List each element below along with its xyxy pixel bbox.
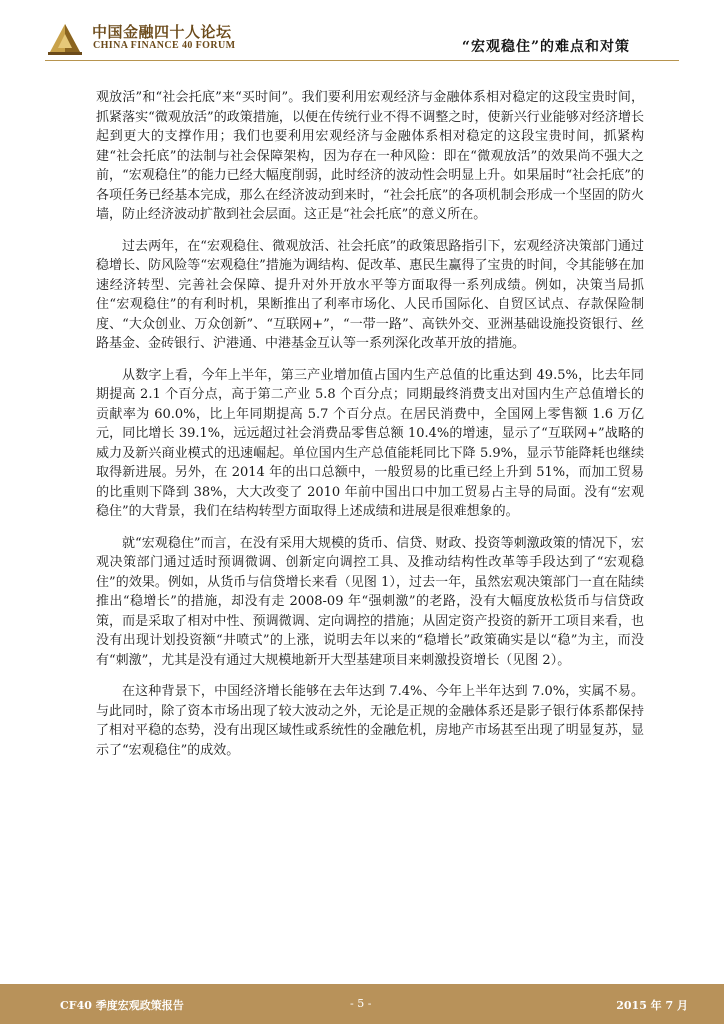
- brand-name-cn: 中国金融四十人论坛: [92, 23, 232, 41]
- paragraph: 从数字上看，今年上半年，第三产业增加值占国内生产总值的比重达到 49.5%，比去年同期提高 2.1 个百分点，高于第二产业 5.8 个百分点；同期最终消费支出对国内生产总值增长的贡献率为 60.0%，比上年同期提高 5.7 个百分点。在居民消费中，全国网上零售额 1.6 万亿元，同比增长 39.1%，远远超过社会消费品零售总额 10.4%的增速，显示了“互联网+”战略的威力及新兴商业模式的迅速崛起。单位国内生产总值能耗同比下降 5.9%，显示节能降耗也继续取得新进展。另外，在 2014 年的出口总额中，一般贸易的比重已经上升到 51%，而加工贸易的比重则下降到 38%，大大改变了 2010 年前中国出口中加工贸易占主导的局面。没有“宏观稳住”的大背景，我们在结构转型方面取得上述成绩和进展是很难想象的。: [96, 367, 644, 519]
- footer-date: 2015 年 7 月: [616, 999, 688, 1012]
- page-footer: [0, 984, 724, 1024]
- paragraph: 在这种背景下，中国经济增长能够在去年达到 7.4%、今年上半年达到 7.0%，实属不易。与此同时，除了资本市场出现了较大波动之外，无论是正规的金融体系还是影子银行体系都保持了相对平稳的态势，没有出现区域性或系统性的金融危机，房地产市场甚至出现了明显复苏，显示了“宏观稳住”的成效。: [96, 684, 644, 758]
- brand-name-en: CHINA FINANCE 40 FORUM: [93, 40, 236, 51]
- document-title: “宏观稳住”的难点和对策: [461, 39, 630, 55]
- paragraph: 就“宏观稳住”而言，在没有采用大规模的货币、信贷、财政、投资等刺激政策的情况下，宏观决策部门通过适时预调微调、创新定向调控工具、及推动结构性改革等手段达到了“宏观稳住”的效果。例如，从货币与信贷增长来看（见图 1），过去一年，虽然宏观决策部门一直在陆续推出“稳增长”的措施，却没有走 2008-09 年“强刺激”的老路，没有大幅度放松货币与信贷政策，而是采取了相对中性、预调微调、定向调控的措施；从固定资产投资的新开工项目来看，也没有出现计划投资额“井喷式”的上涨，说明去年以来的“稳增长”政策确实是以“稳”为主，而没有“刺激”，尤其是没有通过大规模地新开大型基建项目来刺激投资增长（见图 2）。: [96, 535, 644, 668]
- pyramid-logo-icon: [48, 22, 82, 56]
- main-content: [96, 88, 644, 772]
- paragraph: 观放活”和“社会托底”来“买时间”。我们要利用宏观经济与金融体系相对稳定的这段宝贵时间，抓紧落实“微观放活”的政策措施，以便在传统行业不得不调整之时，使新兴行业能够对经济增长起到更大的支撑作用；我们也要利用宏观经济与金融体系相对稳定的这段宝贵时间，抓紧构建“社会托底”的法制与社会保障架构，因为存在一种风险：即在“微观放活”的效果尚不强大之前，“宏观稳住”的能力已经大幅度削弱，此时经济的波动性会明显上升。如果届时“社会托底”的各项任务已经基本完成，那么在经济波动到来时，“社会托底”的各项机制会形成一个坚固的防火墙，防止经济波动扩散到社会层面。这正是“社会托底”的意义所在。: [96, 90, 644, 222]
- page-number: - 5 -: [350, 997, 372, 1010]
- page-header: [0, 0, 724, 62]
- header-divider: [45, 60, 679, 61]
- paragraph: 过去两年，在“宏观稳住、微观放活、社会托底”的政策思路指引下，宏观经济决策部门通过稳增长、防风险等“宏观稳住”措施为调结构、促改革、惠民生赢得了宝贵的时间，令其能够在加速经济转型、完善社会保障、提升对外开放水平等方面取得一系列成绩。例如，决策当局抓住“宏观稳住”的有利时机，果断推出了利率市场化、人民币国际化、自贸区试点、存款保险制度、“大众创业、万众创新”、“互联网+”，“一带一路”、高铁外交、亚洲基础设施投资银行、丝路基金、金砖银行、沪港通、中港基金互认等一系列深化改革开放的措施。: [96, 238, 644, 351]
- footer-report-name: CF40 季度宏观政策报告: [60, 999, 184, 1012]
